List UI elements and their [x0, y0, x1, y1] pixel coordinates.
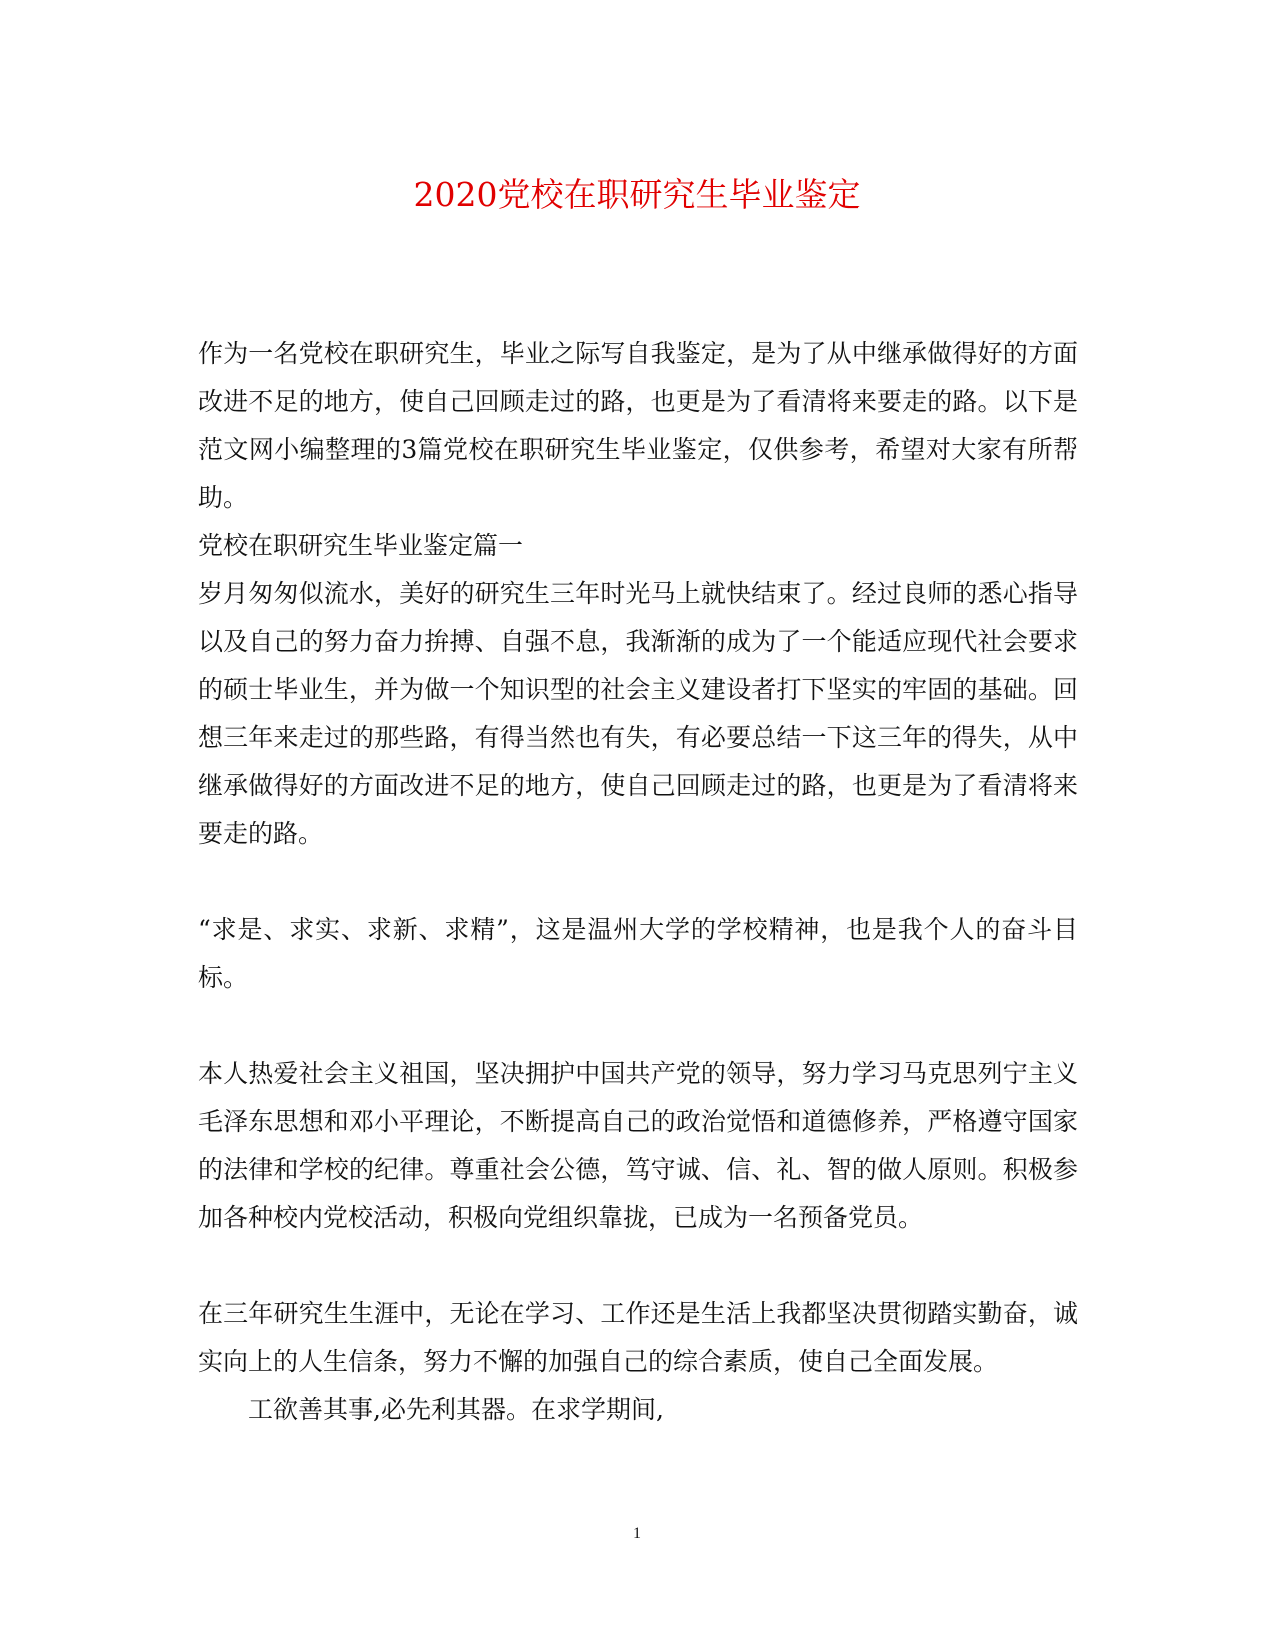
body-paragraph-3: 本人热爱社会主义祖国，坚决拥护中国共产党的领导，努力学习马克思列宁主义毛泽东思想和邓小平理论，不断提高自己的政治觉悟和道德修养，严格遵守国家的法律和学校的纪律。尊重社会公德，笃守诚、信、礼、智的做人原则。积极参加各种校内党校活动，积极向党组织靠拢，已成为一名预备党员。	[198, 1059, 1078, 1232]
document-title: 2020党校在职研究生毕业鉴定	[413, 175, 861, 214]
body-paragraph-5: 工欲善其事,必先利其器。在求学期间,	[248, 1395, 664, 1424]
document-body	[198, 330, 1078, 1434]
body-paragraph-4: 在三年研究生生涯中，无论在学习、工作还是生活上我都坚决贯彻踏实勤奋，诚实向上的人生信条，努力不懈的加强自己的综合素质，使自己全面发展。	[198, 1299, 1078, 1376]
page-number: 1	[633, 1525, 641, 1542]
body-paragraph-1: 岁月匆匆似流水，美好的研究生三年时光马上就快结束了。经过良师的悉心指导以及自己的努力奋力拚搏、自强不息，我渐渐的成为了一个能适应现代社会要求的硕士毕业生，并为做一个知识型的社会主义建设者打下坚实的牢固的基础。回想三年来走过的那些路，有得当然也有失，有必要总结一下这三年的得失，从中继承做得好的方面改进不足的地方，使自己回顾走过的路，也更是为了看清将来要走的路。	[198, 579, 1078, 848]
paragraph-spacer	[198, 1002, 1078, 1050]
paragraph-spacer	[198, 858, 1078, 906]
intro-paragraph: 作为一名党校在职研究生，毕业之际写自我鉴定，是为了从中继承做得好的方面改进不足的地方，使自己回顾走过的路，也更是为了看清将来要走的路。以下是范文网小编整理的3篇党校在职研究生毕业鉴定，仅供参考，希望对大家有所帮助。	[198, 339, 1078, 512]
section-heading: 党校在职研究生毕业鉴定篇一	[198, 531, 524, 560]
body-paragraph-2: “求是、求实、求新、求精”，这是温州大学的学校精神，也是我个人的奋斗目标。	[198, 915, 1078, 992]
paragraph-spacer	[198, 1242, 1078, 1290]
